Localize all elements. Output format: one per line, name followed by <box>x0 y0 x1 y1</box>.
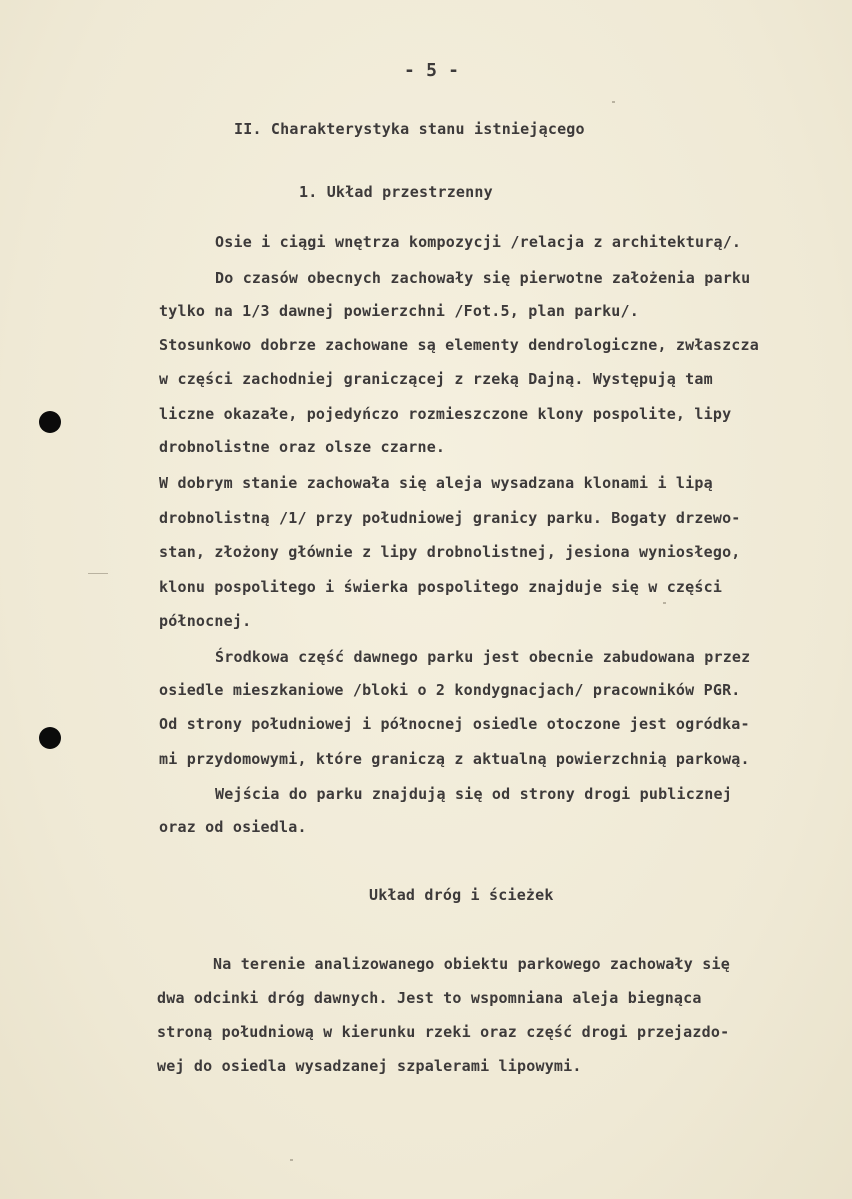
text-line: północnej. <box>159 612 252 630</box>
text-line: wej do osiedla wysadzanej szpalerami lipowymi. <box>157 1057 582 1075</box>
text-line: oraz od osiedla. <box>159 818 307 836</box>
text-line: Na terenie analizowanego obiektu parkowego zachowały się <box>213 955 730 973</box>
text-line: klonu pospolitego i świerka pospolitego znajduje się w części <box>159 578 723 596</box>
text-line: Wejścia do parku znajdują się od strony drogi publicznej <box>215 785 732 803</box>
text-line: Od strony południowej i północnej osiedle otoczone jest ogródka- <box>159 715 750 733</box>
section-heading: II. Charakterystyka stanu istniejącego <box>234 120 585 138</box>
paper-speck <box>88 573 108 574</box>
text-line: stan, złożony głównie z lipy drobnolistnej, jesiona wyniosłego, <box>159 543 741 561</box>
text-line: Osie i ciągi wnętrza kompozycji /relacja z architekturą/. <box>215 233 742 251</box>
text-line: W dobrym stanie zachowała się aleja wysadzana klonami i lipą <box>159 474 713 492</box>
text-line: Środkowa część dawnego parku jest obecnie zabudowana przez <box>215 648 751 666</box>
subsection-heading: 1. Układ przestrzenny <box>299 183 493 201</box>
text-line: tylko na 1/3 dawnej powierzchni /Fot.5, plan parku/. <box>159 302 639 320</box>
text-line: liczne okazałe, pojedyńczo rozmieszczone klony pospolite, lipy <box>159 405 732 423</box>
paper-speck <box>663 602 666 604</box>
paper-speck <box>612 101 615 103</box>
text-line: drobnolistną /1/ przy południowej granicy parku. Bogaty drzewo- <box>159 509 741 527</box>
text-line: w części zachodniej graniczącej z rzeką Dajną. Występują tam <box>159 370 713 388</box>
text-line: Do czasów obecnych zachowały się pierwotne założenia parku <box>215 269 751 287</box>
punch-hole-top <box>39 411 61 433</box>
text-line: Stosunkowo dobrze zachowane są elementy dendrologiczne, zwłaszcza <box>159 336 759 354</box>
text-line: mi przydomowymi, które graniczą z aktualną powierzchnią parkową. <box>159 750 750 768</box>
page-number: - 5 - <box>404 60 460 81</box>
text-line: drobnolistne oraz olsze czarne. <box>159 438 446 456</box>
text-line: dwa odcinki dróg dawnych. Jest to wspomniana aleja biegnąca <box>157 989 702 1007</box>
punch-hole-bottom <box>39 727 61 749</box>
paper-speck <box>290 1159 293 1161</box>
text-line: osiedle mieszkaniowe /bloki o 2 kondygnacjach/ pracowników PGR. <box>159 681 741 699</box>
subsection-heading: Układ dróg i ścieżek <box>369 886 554 904</box>
text-line: stroną południową w kierunku rzeki oraz część drogi przejazdo- <box>157 1023 730 1041</box>
